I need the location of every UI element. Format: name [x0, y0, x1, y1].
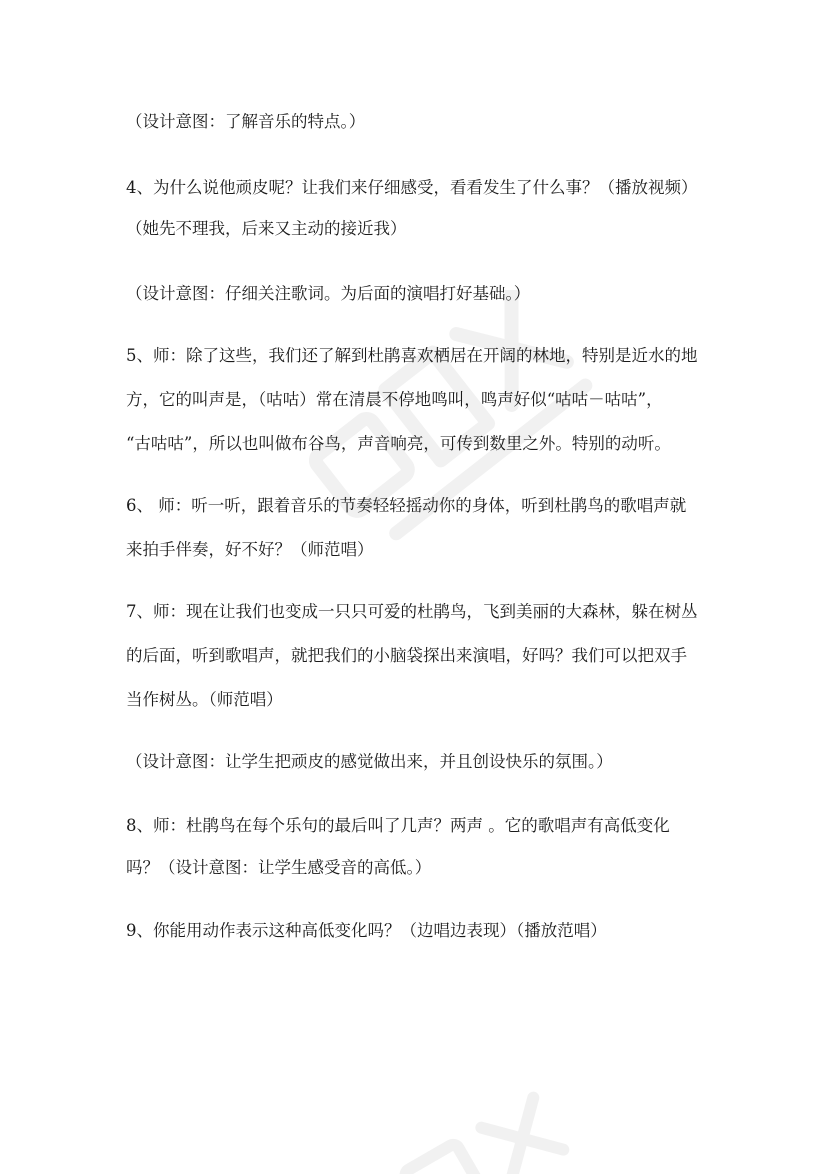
paragraph-8-line-2: 吗？（设计意图：让学生感受音的高低。）	[126, 858, 432, 877]
paragraph-6-line-1: 6、 师：听一听，跟着音乐的节奏轻轻摇动你的身体，听到杜鹃鸟的歌唱声就	[126, 496, 687, 515]
design-intent-line-2: （设计意图：仔细关注歌词。为后面的演唱打好基础。）	[126, 284, 531, 303]
paragraph-9-line-1: 9、你能用动作表示这种高低变化吗？（边唱边表现）（播放范唱）	[126, 921, 607, 940]
design-intent-line-1: （设计意图：了解音乐的特点。）	[126, 112, 366, 131]
paragraph-7-line-2: 的后面，听到歌唱声，就把我们的小脑袋探出来演唱，好吗？我们可以把双手	[126, 646, 687, 665]
paragraph-5-line-3: “古咕咕”，所以也叫做布谷鸟，声音响亮，可传到数里之外。特别的动听。	[126, 434, 671, 453]
design-intent-line-3: （设计意图：让学生把顽皮的感觉做出来，并且创设快乐的氛围。）	[126, 752, 613, 771]
paragraph-5-line-1: 5、师：除了这些，我们还了解到杜鹃喜欢栖居在开阔的林地，特别是近水的地	[126, 346, 698, 365]
watermark-graphic-bottom	[380, 1080, 620, 1174]
paragraph-5-line-2: 方，它的叫声是，（咕咕）常在清晨不停地鸣叫，鸣声好似“咕咕－咕咕”，	[126, 390, 663, 409]
paragraph-6-line-2: 来拍手伴奏，好不好？（师范唱）	[126, 540, 374, 559]
paragraph-8-line-1: 8、师：杜鹃鸟在每个乐句的最后叫了几声？两声 。它的歌唱声有高低变化	[126, 816, 670, 835]
paragraph-4-line-1: 4、为什么说他顽皮呢？让我们来仔细感受，看看发生了什么事？（播放视频）	[126, 178, 698, 197]
paragraph-7-line-3: 当作树丛。（师范唱）	[126, 690, 283, 709]
paragraph-7-line-1: 7、师：现在让我们也变成一只只可爱的杜鹃鸟，飞到美丽的大森林，躲在树丛	[126, 602, 698, 621]
paragraph-4-line-2: （她先不理我，后来又主动的接近我）	[126, 219, 407, 238]
